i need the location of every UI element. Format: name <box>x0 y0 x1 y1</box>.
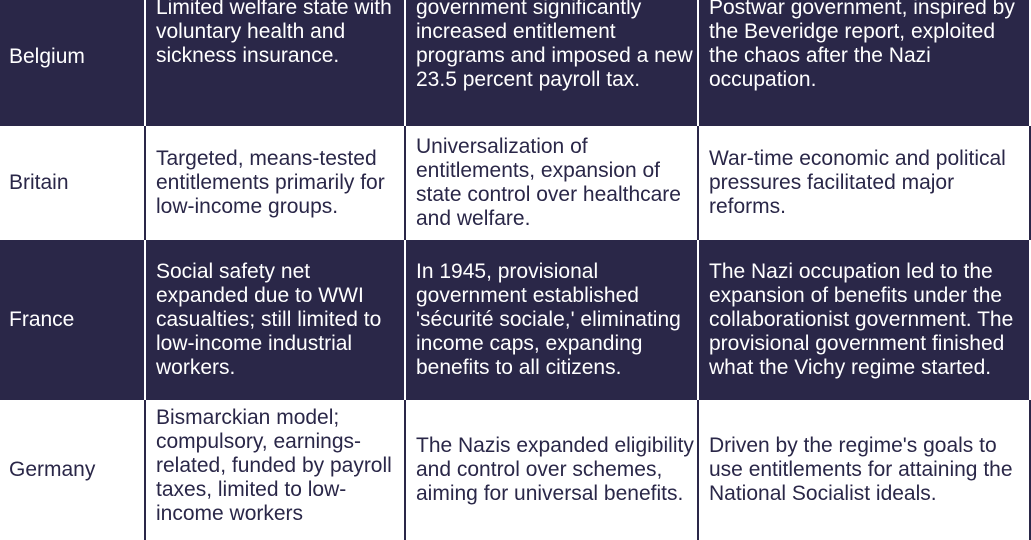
pre-war-cell: Limited welfare state with voluntary health and sickness insurance. <box>145 0 405 126</box>
war-cell: The Nazis expanded eligibility and control over schemes, aiming for universal benefits. <box>405 400 698 540</box>
country-cell: Britain <box>0 126 145 240</box>
country-cell: France <box>0 240 145 400</box>
country-cell: Germany <box>0 400 145 540</box>
post-war-cell: War-time economic and political pressures facilitated major reforms. <box>698 126 1030 240</box>
post-war-cell: Driven by the regime's goals to use entitlements for attaining the National Socialist ideals. <box>698 400 1030 540</box>
war-cell: Universalization of entitlements, expansion of state control over healthcare and welfare. <box>405 126 698 240</box>
war-cell: In 1945, provisional government established 'sécurité sociale,' eliminating income caps, expanding benefits to all citizens. <box>405 240 698 400</box>
pre-war-cell: Social safety net expanded due to WWI casualties; still limited to low-income industrial workers. <box>145 240 405 400</box>
table-row <box>0 400 1030 540</box>
post-war-cell: The Nazi occupation led to the expansion of benefits under the collaborationist government. The provisional government finished what the Vichy regime started. <box>698 240 1030 400</box>
table-row <box>0 0 1030 126</box>
pre-war-cell: Bismarckian model; compulsory, earnings-related, funded by payroll taxes, limited to low-income workers <box>145 400 405 540</box>
pre-war-cell: Targeted, means-tested entitlements primarily for low-income groups. <box>145 126 405 240</box>
post-war-cell: Postwar government, inspired by the Beveridge report, exploited the chaos after the Nazi occupation. <box>698 0 1030 126</box>
table-row <box>0 240 1030 400</box>
table-row <box>0 126 1030 240</box>
war-cell: government significantly increased entitlement programs and imposed a new 23.5 percent payroll tax. <box>405 0 698 126</box>
country-cell: Belgium <box>0 0 145 126</box>
